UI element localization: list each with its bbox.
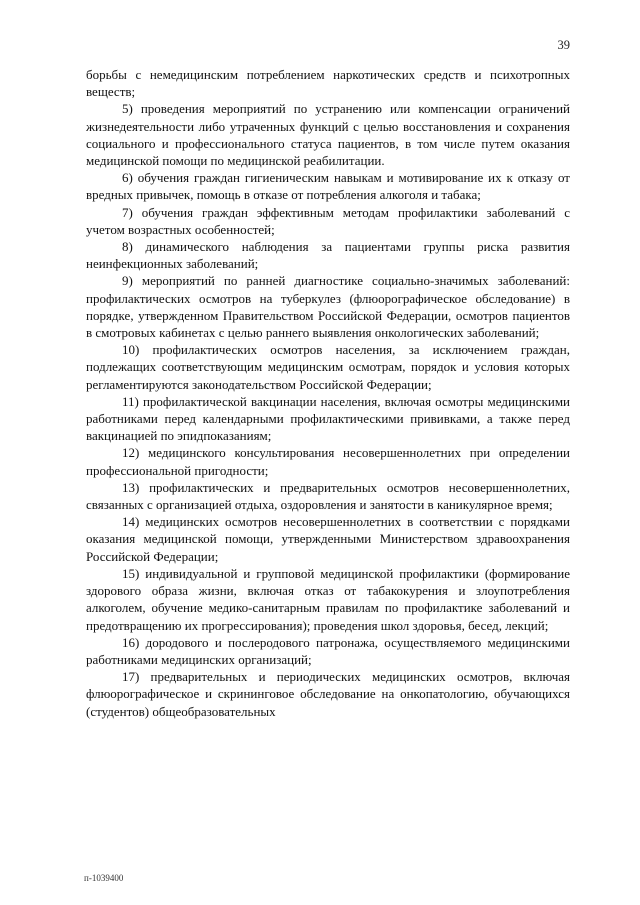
list-item: 7) обучения граждан эффективным методам профилактики заболеваний с учетом возрастных особенностей; xyxy=(86,204,570,237)
list-item: 16) дородового и послеродового патронажа, осуществляемого медицинскими работниками медицинских организаций; xyxy=(86,634,570,667)
list-item: 9) мероприятий по ранней диагностике социально-значимых заболеваний: профилактических осмотров на туберкулез (флюорографическое обследование) в порядке, утвержденном Правительством Российской Федерации, осмотров пациентов в смотровых кабинетах с целью раннего выявления онкологических заболеваний; xyxy=(86,273,570,341)
list-item: 10) профилактических осмотров населения, за исключением граждан, подлежащих соответствующим медицинским осмотрам, порядок и условия которых регламентируются законодательством Российской Федерации; xyxy=(86,342,570,392)
list-item: 15) индивидуальной и групповой медицинской профилактики (формирование здорового образа жизни, включая отказ от табакокурения и злоупотребления алкоголем, обучение медико-санитарным правилам по профилактике заболеваний и предотвращению их прогрессирования); проведения школ здоровья, бесед, лекций; xyxy=(86,565,570,633)
list-item: 13) профилактических и предварительных осмотров несовершеннолетних, связанных с организацией отдыха, оздоровления и занятости в каникулярное время; xyxy=(86,479,570,513)
document-code: п-1039400 xyxy=(84,873,124,883)
list-item: 5) проведения мероприятий по устранению или компенсации ограничений жизнедеятельности либо утраченных функций с целью восстановления и сохранения социального и профессионального статуса пациентов, в том числе путем оказания медицинской помощи по медицинской реабилитации. xyxy=(86,101,570,169)
document-body xyxy=(86,66,570,720)
list-item: 6) обучения граждан гигиеническим навыкам и мотивирование их к отказу от вредных привычек, помощь в отказе от потребления алкоголя и табака; xyxy=(86,170,570,203)
paragraph-continuation: борьбы с немедицинским потреблением наркотических средств и психотропных веществ; xyxy=(86,67,570,100)
list-item: 14) медицинских осмотров несовершеннолетних в соответствии с порядками оказания медицинской помощи, утвержденными Министерством здравоохранения Российской Федерации; xyxy=(86,514,570,564)
page-number: 39 xyxy=(557,38,570,52)
list-item: 17) предварительных и периодических медицинских осмотров, включая флюорографическое и скрининговое обследование на онкопатологию, обучающихся (студентов) общеобразовательных xyxy=(86,669,570,719)
list-item: 8) динамического наблюдения за пациентами группы риска развития неинфекционных заболеваний; xyxy=(86,239,570,272)
list-item: 11) профилактической вакцинации населения, включая осмотры медицинскими работниками перед календарными профилактическими прививками, а также перед вакцинацией по эпидпоказаниям; xyxy=(86,393,570,444)
list-item: 12) медицинского консультирования несовершеннолетних при определении профессиональной пригодности; xyxy=(86,445,570,478)
